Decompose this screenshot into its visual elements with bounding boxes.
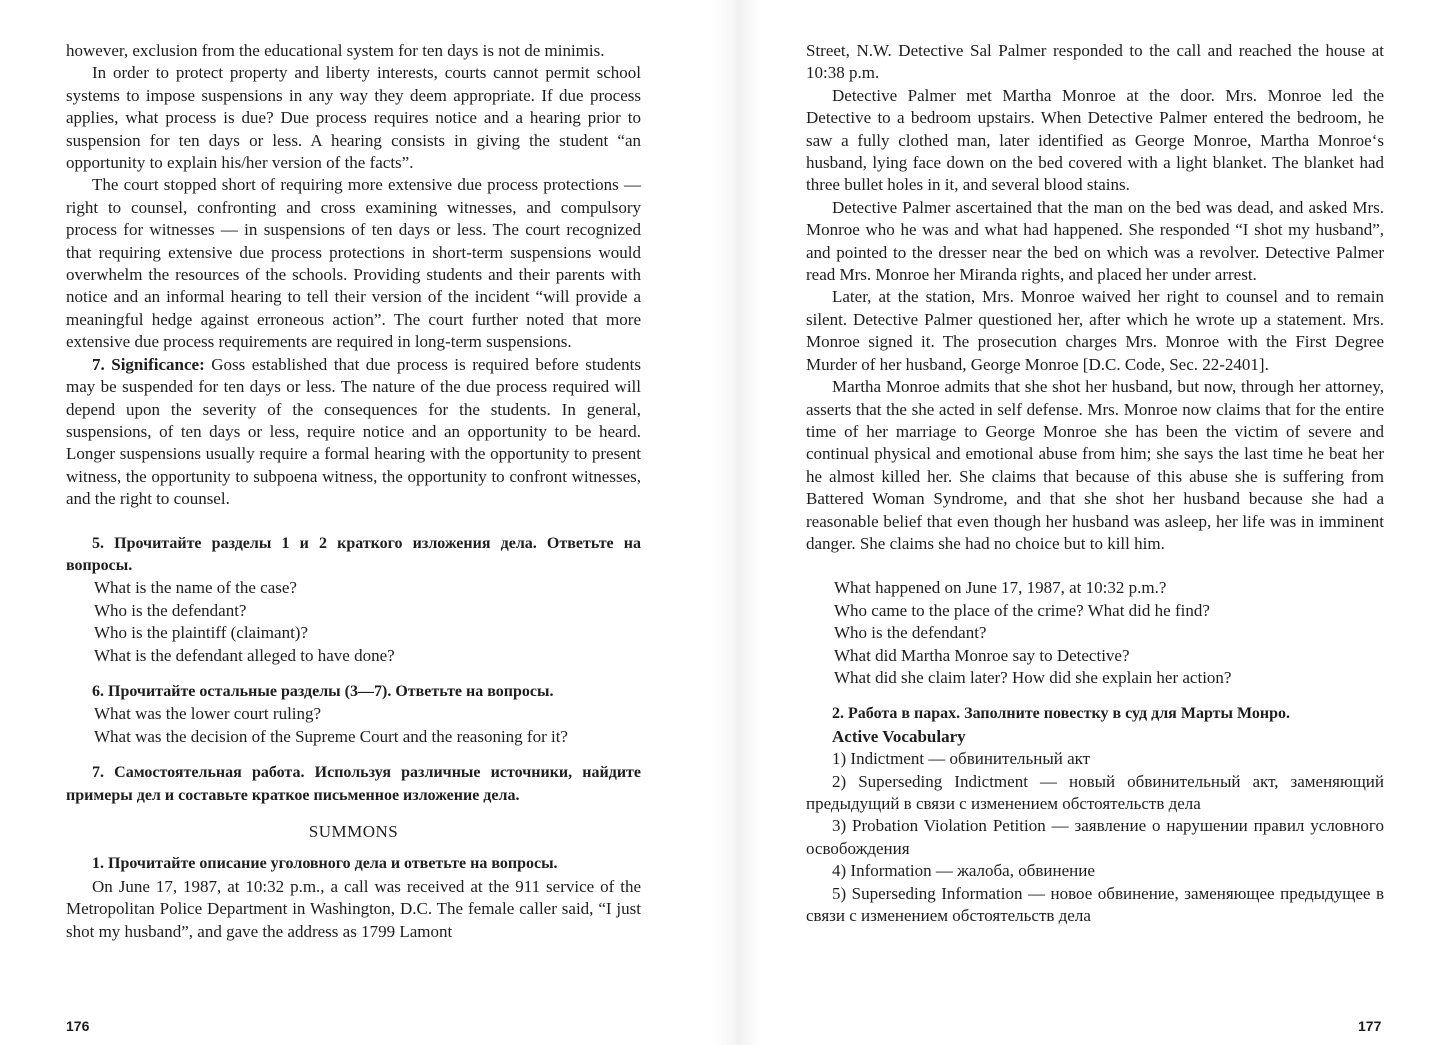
spacer bbox=[66, 667, 641, 681]
question-line: What did she claim later? How did she explain her action? bbox=[834, 667, 1232, 687]
vocabulary-heading: Active Vocabulary bbox=[832, 726, 966, 746]
paragraph-lead: 7. Significance: bbox=[92, 354, 205, 374]
page-number-right: 177 bbox=[1358, 1018, 1382, 1034]
exercise-instruction: 7. Самостоятельная работа. Используя различные источники, найдите примеры дел и составьте краткое письменное изложение дела. bbox=[66, 764, 641, 804]
vocabulary-item: 3) Probation Violation Petition — заявление о нарушении правил условного освобождения bbox=[806, 816, 1384, 858]
left-page bbox=[66, 40, 641, 943]
paragraph: Later, at the station, Mrs. Monroe waived her right to counsel and to remain silent. Detective Palmer questioned her, after which he wrote up a statement. Mrs. Monroe signed it. The prosecution charges Mrs. Monroe with the First Degree Murder of her husband, George Monroe [D.C. Code, Sec. 22-2401]. bbox=[806, 287, 1384, 374]
paragraph-continuation: however, exclusion from the educational system for ten days is not de minimis. bbox=[66, 41, 605, 60]
spacer bbox=[806, 555, 1384, 577]
question-line: What is the name of the case? bbox=[94, 578, 297, 598]
paragraph: The court stopped short of requiring more extensive due process protections — right to counsel, confronting and cross examining witnesses, and compulsory process for witnesses — in suspensions of ten days or less. The court recognized that requiring extensive due process protections in short-term suspensions would overwhelm the resources of the schools. Providing students and their parents with notice and an informal hearing to tell their version of the incident “will provide a meaningful hedge against erroneous action”. The court further noted that more extensive due process requirements are required in long-term suspensions. bbox=[66, 175, 641, 352]
book-gutter bbox=[712, 0, 760, 1045]
vocabulary-item: 2) Superseding Indictment — новый обвинительный акт, заменяющий предыдущий в связи с изменением обстоятельств дела bbox=[806, 771, 1384, 813]
spacer bbox=[806, 689, 1384, 703]
question-line: Who is the defendant? bbox=[834, 623, 987, 643]
exercise-instruction: 1. Прочитайте описание уголовного дела и ответьте на вопросы. bbox=[92, 855, 558, 873]
question-line: What is the defendant alleged to have done? bbox=[94, 645, 395, 665]
question-line: Who is the defendant? bbox=[94, 600, 247, 620]
question-line: Who came to the place of the crime? What did he find? bbox=[834, 600, 1210, 620]
question-line: What happened on June 17, 1987, at 10:32 p.m.? bbox=[834, 578, 1167, 598]
spacer bbox=[66, 511, 641, 533]
page-number-left: 176 bbox=[66, 1018, 90, 1034]
right-page bbox=[806, 40, 1384, 927]
exercise-instruction: 5. Прочитайте разделы 1 и 2 краткого изложения дела. Ответьте на вопросы. bbox=[66, 534, 641, 574]
question-line: What was the decision of the Supreme Court and the reasoning for it? bbox=[94, 726, 568, 746]
vocabulary-item: 1) Indictment — обвинительный акт bbox=[832, 749, 1091, 769]
paragraph: In order to protect property and liberty interests, courts cannot permit school systems to impose suspensions in any way they deem appropriate. If due process applies, what process is due? Due process requires notice and a hearing prior to suspension for ten days or less. A hearing consists in giving the student “an opportunity to explain his/her version of the facts”. bbox=[66, 63, 641, 173]
paragraph-text: Goss established that due process is required before students may be suspended for ten days or less. The nature of the due process required will depend upon the severity of the consequences for the students. In general, suspensions, of ten days or less, require notice and an opportunity to be heard. Longer suspensions usually require a formal hearing with the opportunity to present witness, the opportunity to subpoena witness, the opportunity to confront witnesses, and the right to counsel. bbox=[66, 354, 641, 509]
vocabulary-item: 4) Information — жалоба, обвинение bbox=[832, 861, 1095, 881]
exercise-instruction: 2. Работа в парах. Заполните повестку в суд для Марты Монро. bbox=[832, 705, 1290, 723]
spacer bbox=[66, 748, 641, 762]
question-line: What did Martha Monroe say to Detective? bbox=[834, 645, 1130, 665]
exercise-instruction: 6. Прочитайте остальные разделы (3—7). Ответьте на вопросы. bbox=[92, 682, 554, 700]
paragraph: Detective Palmer met Martha Monroe at the door. Mrs. Monroe led the Detective to a bedroom upstairs. When Detective Palmer entered the bedroom, he saw a fully clothed man, later identified as George Monroe, Martha Monroe‘s husband, lying face down on the bed covered with a light blanket. The blanket had three bullet holes in it, and several blood stains. bbox=[806, 85, 1384, 195]
paragraph: Detective Palmer ascertained that the man on the bed was dead, and asked Mrs. Monroe who he was and what had happened. She responded “I shot my husband”, and pointed to the dresser near the bed on which was a revolver. Detective Palmer read Mrs. Monroe her Miranda rights, and placed her under arrest. bbox=[806, 197, 1384, 285]
section-heading: SUMMONS bbox=[308, 822, 399, 841]
vocabulary-item: 5) Superseding Information — новое обвинение, заменяющее предыдущее в связи с изменением обстоятельств дела bbox=[806, 883, 1384, 926]
question-line: Who is the plaintiff (claimant)? bbox=[94, 623, 309, 643]
paragraph: Martha Monroe admits that she shot her husband, but now, through her attorney, asserts that the she acted in self defense. Mrs. Monroe now claims that for the entire time of her marriage to George Monroe she has been the victim of severe and continual physical and emotional abuse from him; she says the last time he beat her he almost killed her. She claims that because of this abuse she is suffering from Battered Woman Syndrome, and that she shot her husband because she had a reasonable belief that even though her husband was asleep, her life was in imminent danger. She claims she had no choice but to kill him. bbox=[806, 377, 1384, 553]
paragraph bbox=[66, 354, 641, 511]
paragraph-continuation: Street, N.W. Detective Sal Palmer responded to the call and reached the house at 10:38 p.m. bbox=[806, 41, 1384, 83]
paragraph: On June 17, 1987, at 10:32 p.m., a call was received at the 911 service of the Metropolitan Police Department in Washington, D.C. The female caller said, “I just shot my husband”, and gave the address as 1799 Lamont bbox=[66, 876, 641, 941]
question-line: What was the lower court ruling? bbox=[94, 704, 322, 724]
